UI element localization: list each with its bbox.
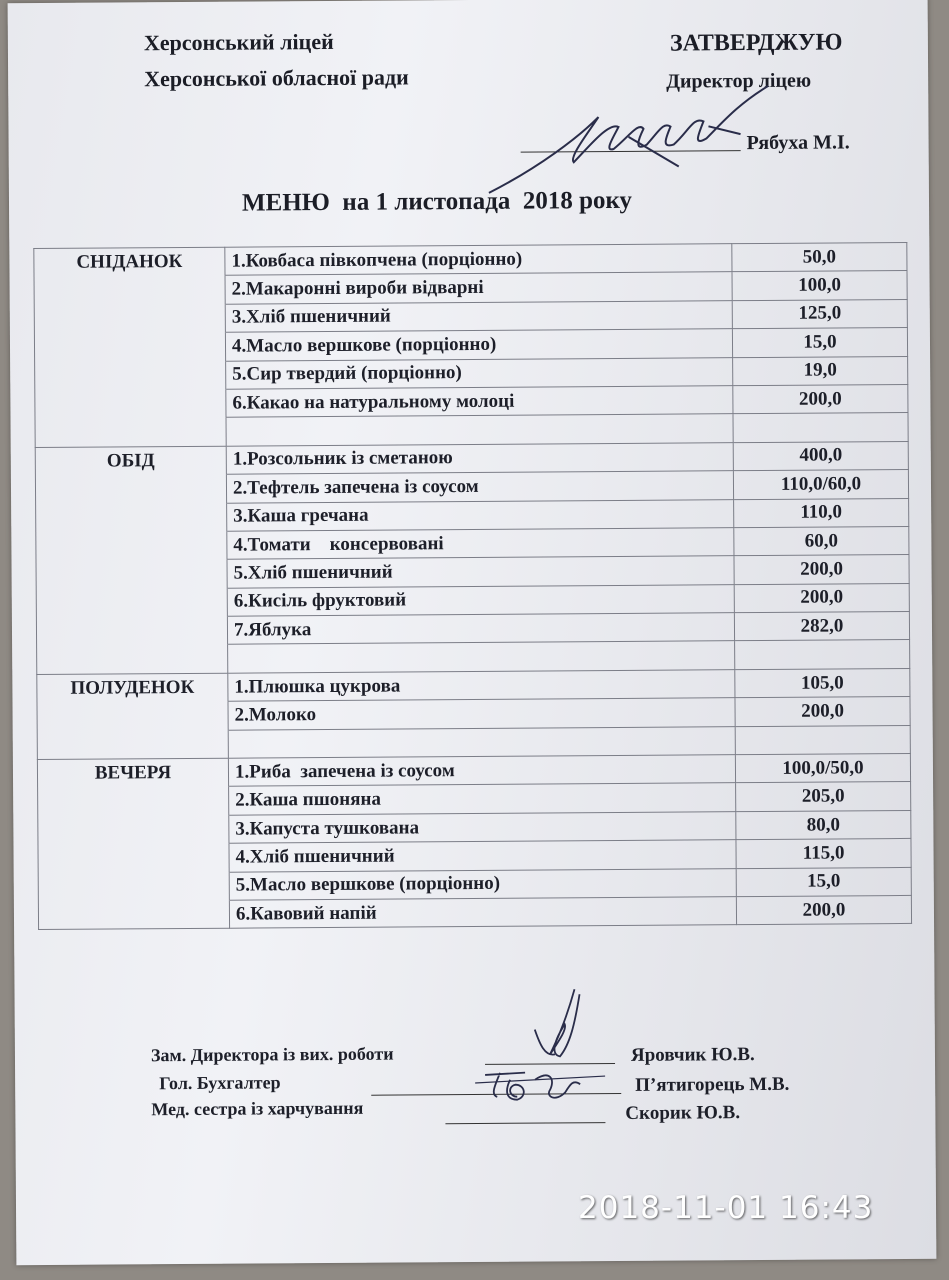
empty-cell [228,641,735,673]
school-name-line1: Херсонський ліцей [143,28,334,56]
meal-cell [35,418,226,448]
dish-name: 1.Розсольник із сметаною [226,442,733,474]
dish-name: 5.Хліб пшеничний [227,556,734,588]
meal-cell [38,787,229,817]
meal-cell [34,276,225,306]
dish-amount: 200,0 [734,583,909,613]
approve-role: Директор ліцею [666,69,812,93]
dish-name: 4.Масло вершкове (порціонно) [225,329,732,361]
meal-cell [36,560,227,590]
dish-amount: 100,0 [732,271,907,301]
meal-cell [35,474,226,504]
dish-name: 2.Тефтель запечена із соусом [226,471,733,503]
menu-document [8,0,937,1265]
dish-amount: 110,0/60,0 [733,470,908,500]
meal-cell [37,701,228,731]
dish-amount: 105,0 [735,668,910,698]
dish-amount: 200,0 [736,895,911,925]
empty-cell [228,726,735,758]
dish-name: 1.Ковбаса півкопчена (порціонно) [225,244,732,276]
signature-name-1: Яровчик Ю.В. [630,1044,755,1066]
meal-cell [37,645,228,675]
dish-amount: 19,0 [733,356,908,386]
dish-name: 6.Кисіль фруктовий [227,584,734,616]
dish-name: 5.Масло вершкове (порціонно) [229,868,736,900]
meal-cell [34,332,225,362]
dish-amount: 80,0 [736,810,911,840]
meal-cell [36,531,227,561]
dish-amount: 282,0 [734,612,909,642]
dish-amount: 115,0 [736,839,911,869]
signature-role-3: Мед. сестра із харчування [151,1097,364,1120]
empty-cell [226,414,733,446]
dish-name: 4.Томати консервовані [227,528,734,560]
meal-cell [36,503,227,533]
dish-amount: 205,0 [736,782,911,812]
dish-amount: 15,0 [732,328,907,358]
dish-amount: 400,0 [733,441,908,471]
school-name-line2: Херсонської обласної ради [144,64,409,92]
staff-signatures-icon [454,984,635,1125]
meal-cell [35,389,226,419]
empty-cell [735,725,910,755]
meal-cell [36,616,227,646]
meal-cell [35,361,226,391]
meal-cell [37,730,228,760]
empty-cell [735,640,910,670]
dish-amount: 110,0 [734,498,909,528]
dish-amount: 15,0 [736,867,911,897]
meal-name: ВЕЧЕРЯ [37,758,228,788]
approve-name: Рябуха М.І. [746,131,850,155]
dish-name: 3.Каша гречана [227,499,734,531]
meal-cell [34,304,225,334]
dish-amount: 200,0 [733,384,908,414]
menu-table [33,242,912,930]
signature-role-2: Гол. Бухгалтер [159,1072,281,1094]
dish-name: 7.Яблука [227,613,734,645]
approve-title: ЗАТВЕРДЖУЮ [669,29,843,57]
dish-amount: 125,0 [732,299,907,329]
meal-cell [38,815,229,845]
dish-name: 1.Плюшка цукрова [228,670,735,702]
meal-name: ОБІД [35,446,226,476]
dish-name: 6.Кавовий напій [229,897,736,929]
dish-name: 5.Сир твердий (порціонно) [226,357,733,389]
dish-name: 2.Макаронні вироби відварні [225,272,732,304]
signature-name-2: П’ятигорець М.В. [635,1073,790,1096]
table-row [38,895,911,929]
meal-cell [36,588,227,618]
dish-name: 4.Хліб пшеничний [229,840,736,872]
dish-name: 2.Каша пшоняна [229,783,736,815]
meal-name: ПОЛУДЕНОК [37,673,228,703]
dish-name: 6.Какао на натуральному молоці [226,386,733,418]
dish-name: 2.Молоко [228,698,735,730]
page-title: МЕНЮ на 1 листопада 2018 року [241,186,633,217]
dish-amount: 200,0 [735,697,910,727]
dish-amount: 50,0 [732,242,907,272]
dish-name: 1.Риба запечена із соусом [228,755,735,787]
meal-cell [38,872,229,902]
signature-role-1: Зам. Директора із вих. роботи [150,1043,394,1066]
empty-cell [733,413,908,443]
dish-amount: 100,0/50,0 [735,753,910,783]
meal-cell [38,843,229,873]
meal-cell [38,900,229,930]
signature-name-3: Скорик Ю.В. [625,1102,741,1124]
dish-amount: 200,0 [734,555,909,585]
dish-name: 3.Капуста тушкована [229,811,736,843]
photo-timestamp: 2018-11-01 16:43 [578,1190,874,1226]
dish-name: 3.Хліб пшеничний [225,300,732,332]
meal-name: СНІДАНОК [34,247,225,277]
dish-amount: 60,0 [734,526,909,556]
